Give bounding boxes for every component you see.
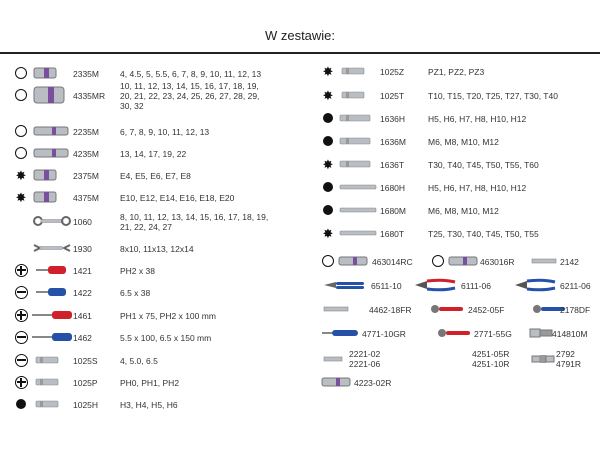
minus-shape (15, 354, 28, 367)
bit-xlong-svg (338, 180, 378, 194)
ratchet-red-icon (429, 302, 465, 316)
item-description: E10, E12, E14, E16, E18, E20 (120, 193, 235, 203)
item-description: T30, T40, T45, T50, T55, T60 (428, 160, 539, 170)
socket-mini-icon (320, 375, 354, 389)
page-title: W zestawie: (264, 28, 336, 43)
handle-blue-svg (320, 326, 360, 340)
bit-icon (32, 375, 72, 389)
screwdriver-blue-icon (32, 330, 72, 344)
handle-blue-icon (320, 326, 360, 340)
item-code: 1636T (380, 160, 405, 170)
screwdriver-red-short-svg (32, 263, 72, 277)
socket-purple-svg (32, 168, 72, 182)
item-description: 10, 11, 12, 13, 14, 15, 16, 17, 18, 19, (120, 81, 259, 91)
item-description: 5.5 x 100, 6.5 x 150 mm (120, 333, 212, 343)
item-code: 1680H (380, 183, 406, 193)
bit-svg (32, 375, 72, 389)
item-description: E4, E5, E6, E7, E8 (120, 171, 191, 181)
item-code: 1680M (380, 206, 406, 216)
plus-shape (15, 376, 28, 389)
minus-symbol-icon (14, 285, 28, 299)
torx-symbol-icon (321, 226, 335, 240)
screwdriver-blue-short-svg (32, 285, 72, 299)
item-description: H3, H4, H5, H6 (120, 400, 178, 410)
item-code: 1421 (73, 266, 92, 276)
dot-symbol-icon (14, 397, 28, 411)
extension-svg (322, 302, 350, 316)
bit-long-icon (338, 157, 378, 171)
torx-symbol-icon (14, 190, 28, 204)
bit-xlong-svg (338, 203, 378, 217)
bit-xlong-icon (338, 226, 378, 240)
item-description: PH0, PH1, PH2 (120, 378, 180, 388)
socket-purple-big-icon (32, 85, 72, 105)
item-description: 8, 10, 11, 12, 13, 14, 15, 16, 17, 18, 19, (120, 212, 269, 222)
torx-shape: ✸ (322, 87, 334, 103)
minus-symbol-icon (14, 353, 28, 367)
item-code: 2142 (560, 257, 579, 267)
item-description: M6, M8, M10, M12 (428, 206, 499, 216)
item-code: 1930 (73, 244, 92, 254)
torx-symbol-icon (321, 88, 335, 102)
dot-shape (323, 113, 333, 123)
item-code: 4335MR (73, 91, 106, 101)
ratchet-red-icon (436, 326, 472, 340)
item-code: 6511-10 (371, 281, 402, 291)
item-code: 4223-02R (354, 378, 392, 388)
item-code: 2792 (556, 349, 575, 359)
dot-symbol-icon (321, 111, 335, 125)
wrench-icon (32, 214, 72, 228)
item-description: PH1 x 75, PH2 x 100 mm (120, 311, 216, 321)
bit-long-svg (338, 134, 378, 148)
ring-shape (432, 255, 444, 267)
torx-symbol-icon (321, 157, 335, 171)
ujoint-icon (530, 352, 556, 366)
torx-shape: ✸ (322, 225, 334, 241)
item-code: 2235M (73, 127, 99, 137)
ring-shape (15, 89, 27, 101)
item-description: 20, 21, 22, 23, 24, 25, 26, 27, 28, 29, (120, 91, 260, 101)
item-description: 6.5 x 38 (120, 288, 151, 298)
item-code: 1422 (73, 288, 92, 298)
item-description: T25, T30, T40, T45, T50, T55 (428, 229, 539, 239)
dot-symbol-icon (321, 134, 335, 148)
empty-symbol (14, 214, 28, 228)
item-code: 463016R (480, 257, 515, 267)
title-divider (0, 52, 600, 54)
socket-purple-svg (32, 190, 72, 204)
item-code: 2221-06 (349, 359, 381, 369)
bit-svg (338, 88, 378, 102)
bit-xlong-icon (338, 180, 378, 194)
socket-purple-icon (32, 190, 72, 204)
socket-long-svg (32, 146, 72, 160)
wrench-open-svg (32, 241, 72, 255)
empty-symbol (14, 241, 28, 255)
torx-symbol-icon (14, 168, 28, 182)
socket-purple-icon (32, 168, 72, 182)
item-description: H5, H6, H7, H8, H10, H12 (428, 183, 527, 193)
bit-icon (32, 397, 72, 411)
item-code: 1025T (380, 91, 405, 101)
item-code: 1462 (73, 333, 92, 343)
dot-symbol-icon (321, 180, 335, 194)
plus-shape (15, 309, 28, 322)
item-code: 2771-55G (474, 329, 512, 339)
item-code: 1636H (380, 114, 406, 124)
item-description: 4, 5.0, 6.5 (120, 356, 158, 366)
bit-xlong-svg (338, 226, 378, 240)
screwdriver-red-short-icon (32, 263, 72, 277)
ring-symbol-icon (431, 254, 445, 268)
item-code: 4235M (73, 149, 99, 159)
plus-symbol-icon (14, 263, 28, 277)
torx-symbol-icon (321, 64, 335, 78)
ratchet-red-svg (436, 326, 472, 340)
item-code: 6211-06 (560, 281, 591, 291)
screwdriver-blue-svg (32, 330, 72, 344)
item-code: 4251-05R (472, 349, 510, 359)
bit-long-svg (338, 111, 378, 125)
extension-icon (322, 302, 350, 316)
dot-shape (323, 205, 333, 215)
bit-svg (32, 397, 72, 411)
extension-icon (530, 254, 558, 268)
torx-shape: ✸ (15, 167, 27, 183)
dot-shape (323, 182, 333, 192)
item-code: 1680T (380, 229, 405, 239)
pliers-blue-svg (513, 278, 557, 292)
torx-shape: ✸ (322, 156, 334, 172)
item-description: 8x10, 11x13, 12x14 (120, 244, 194, 254)
dot-shape (16, 399, 26, 409)
bar-icon (322, 352, 344, 366)
item-code: 4375M (73, 193, 99, 203)
item-code: 1025H (73, 400, 99, 410)
socket-long-svg (32, 124, 72, 138)
item-description: 21, 22, 24, 27 (120, 222, 172, 232)
socket-long-icon (32, 124, 72, 138)
item-description: M6, M8, M10, M12 (428, 137, 499, 147)
torx-shape: ✸ (15, 189, 27, 205)
dot-shape (323, 136, 333, 146)
item-code: 4462-18FR (369, 305, 412, 315)
minus-shape (15, 286, 28, 299)
socket-mini-svg (447, 254, 481, 268)
socket-purple-icon (32, 66, 72, 80)
item-code: 1060 (73, 217, 92, 227)
pliers-icon (413, 278, 457, 292)
item-code: 2452-05F (468, 305, 505, 315)
socket-mini-icon (447, 254, 481, 268)
bit-long-icon (338, 134, 378, 148)
ring-shape (15, 67, 27, 79)
item-code: 1025P (73, 378, 98, 388)
dot-symbol-icon (321, 203, 335, 217)
wrench-open-icon (32, 241, 72, 255)
socket-mini-svg (337, 254, 371, 268)
ring-symbol-icon (14, 66, 28, 80)
ring-shape (322, 255, 334, 267)
socket-purple-big-svg (32, 85, 72, 105)
screwdriver-blue-short-icon (32, 285, 72, 299)
ring-symbol-icon (14, 88, 28, 102)
ratchet-red-svg (429, 302, 465, 316)
item-description: PZ1, PZ2, PZ3 (428, 67, 485, 77)
ring-symbol-icon (321, 254, 335, 268)
item-description: H5, H6, H7, H8, H10, H12 (428, 114, 527, 124)
ring-symbol-icon (14, 146, 28, 160)
item-code: 4771-10GR (362, 329, 406, 339)
item-code: 2375M (73, 171, 99, 181)
screwdriver-red-icon (32, 308, 72, 322)
item-code: 1461 (73, 311, 92, 321)
socket-mini-svg (320, 375, 354, 389)
item-description: 13, 14, 17, 19, 22 (120, 149, 187, 159)
bit-icon (338, 88, 378, 102)
item-code: 4251-10R (472, 359, 510, 369)
item-description: 30, 32 (120, 101, 144, 111)
item-code: 414810M (552, 329, 588, 339)
pliers-svg (413, 278, 457, 292)
pliers-blue-icon (513, 278, 557, 292)
adapter-svg (528, 326, 554, 340)
ring-shape (15, 125, 27, 137)
item-code: 1025Z (380, 67, 405, 77)
item-description: T10, T15, T20, T25, T27, T30, T40 (428, 91, 558, 101)
item-code: 4791R (556, 359, 582, 369)
adapter-icon (528, 326, 554, 340)
bit-long-icon (338, 111, 378, 125)
plus-symbol-icon (14, 308, 28, 322)
socket-long-icon (32, 146, 72, 160)
ring-symbol-icon (14, 124, 28, 138)
bit-icon (338, 64, 378, 78)
minus-symbol-icon (14, 330, 28, 344)
item-code: 2221-02 (349, 349, 381, 359)
item-description: 4, 4.5, 5, 5.5, 6, 7, 8, 9, 10, 11, 12, 13 (120, 69, 262, 79)
wrench-svg (32, 214, 72, 228)
item-code: 463014RC (372, 257, 413, 267)
bit-svg (338, 64, 378, 78)
screwdriver-red-svg (32, 308, 72, 322)
item-code: 2178DF (560, 305, 591, 315)
socket-mini-icon (337, 254, 371, 268)
bar-svg (322, 352, 344, 366)
item-description: PH2 x 38 (120, 266, 155, 276)
bit-icon (32, 353, 72, 367)
bit-long-svg (338, 157, 378, 171)
pliers-water-svg (322, 278, 366, 292)
torx-shape: ✸ (322, 63, 334, 79)
plus-shape (15, 264, 28, 277)
plus-symbol-icon (14, 375, 28, 389)
bit-xlong-icon (338, 203, 378, 217)
extension-svg (530, 254, 558, 268)
item-description: 6, 7, 8, 9, 10, 11, 12, 13 (120, 127, 210, 137)
item-code: 6111-06 (461, 281, 491, 291)
bit-svg (32, 353, 72, 367)
item-code: 1025S (73, 356, 98, 366)
item-code: 1636M (380, 137, 406, 147)
ujoint-svg (530, 352, 556, 366)
ring-shape (15, 147, 27, 159)
minus-shape (15, 331, 28, 344)
item-code: 2335M (73, 69, 99, 79)
pliers-water-icon (322, 278, 366, 292)
socket-purple-svg (32, 66, 72, 80)
